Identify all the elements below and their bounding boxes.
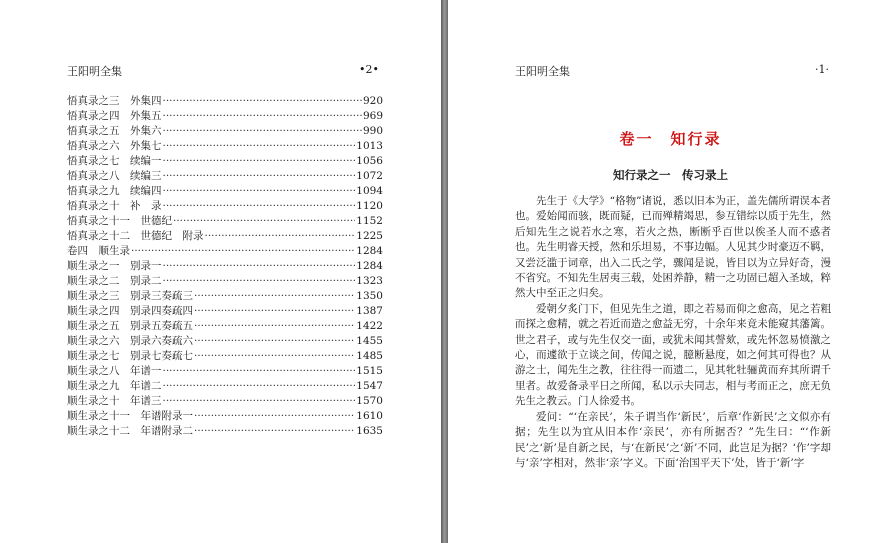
toc-leader-dots [163, 94, 362, 109]
toc-entry-page: 1284 [356, 260, 383, 272]
toc-leader-dots [205, 229, 356, 244]
toc-leader-dots [194, 409, 355, 424]
paragraph: 爱问：“‘在亲民’，朱子谓当作‘新民’，后章‘作新民’之文似亦有据；先生以为宜从旧本作‘亲民’，亦有所据否？”先生曰：“‘作新民’之‘新’是自新之民，与‘在新民’之‘新’不同，此岂足为据？‘作’字却与‘亲’字相对，然非‘亲’字义。下面‘治国平天下’处，皆于‘新’字 [515, 410, 831, 469]
toc-entry [67, 154, 383, 169]
toc-entry-page: 1455 [356, 335, 383, 347]
toc-entry-label: 悟真录之六 外集七 [67, 140, 162, 152]
toc-leader-dots [163, 139, 356, 154]
chapter-title: 卷一 知行录 [619, 130, 722, 148]
toc-entry-label: 悟真录之八 续编三 [67, 170, 162, 182]
toc-leader-dots [194, 304, 355, 319]
toc-entry-label: 顺生录之六 别录六奏疏六 [67, 335, 193, 347]
toc-entry [67, 94, 383, 109]
toc-entry-label: 悟真录之九 续编四 [67, 185, 162, 197]
toc-entry [67, 304, 383, 319]
toc-entry-label: 顺生录之五 别录五奏疏五 [67, 320, 193, 332]
toc-entry [67, 274, 383, 289]
toc-entry-label: 顺生录之三 别录三奏疏三 [67, 290, 193, 302]
toc-leader-dots [173, 214, 355, 229]
toc-entry [67, 289, 383, 304]
toc-entry [67, 214, 383, 229]
toc-entry [67, 199, 383, 214]
toc-entry [67, 229, 383, 244]
toc-entry [67, 394, 383, 409]
toc-entry-page: 1387 [356, 305, 383, 317]
toc-leader-dots [163, 184, 356, 199]
toc-leader-dots [194, 424, 355, 439]
toc-leader-dots [163, 109, 362, 124]
paragraph: 爱朝夕炙门下，但见先生之道，即之若易而仰之愈高，见之若粗而探之愈精，就之若近而造之愈益无穷，十余年来竟未能窥其藩篱。世之君子，或与先生仅交一面，或犹未闻其謦欬，或先怀忽易愤激之心，而遽欲于立谈之间，传闻之说，臆断悬度，如之何其可得也？从游之士，闻先生之教，往往得一而遗二，见其牝牡骊黄而弃其所谓千里者。故爱备录平日之所闻，私以示夫同志，相与考而正之，庶无负先生之教云。门人徐爱书。 [515, 302, 831, 408]
toc-entry-label: 悟真录之三 外集四 [67, 95, 162, 107]
page-number: •2• [359, 63, 379, 76]
toc-entry-label: 顺生录之二 别录二 [67, 275, 162, 287]
toc-entry-page: 1284 [356, 245, 383, 257]
toc-entry [67, 349, 383, 364]
toc-entry-page: 920 [362, 95, 383, 107]
toc-entry [67, 139, 383, 154]
paragraph: 先生于《大学》“格物”诸说，悉以旧本为正，盖先儒所谓误本者也。爱始闻而骇，既而疑，已而殚精竭思，参互错综以质于先生，然后知先生之说若水之寒，若火之热，断断乎百世以俟圣人而不惑者也。先生明睿天授，然和乐坦易，不事边幅。人见其少时豪迈不羁，又尝泛滥于词章，出入二氏之学，骤闻是说，皆目以为立异好奇，漫不省究。不知先生居夷三载，处困养静，精一之功固已超入圣域，粹然大中至正之归矣。 [515, 195, 831, 300]
toc-entry [67, 259, 383, 274]
toc-entry-label: 卷四 顺生录 [67, 245, 130, 257]
right-page [448, 0, 893, 543]
toc-entry-label: 悟真录之十二 世德纪 附录 [67, 230, 204, 242]
toc-entry-label: 悟真录之五 外集六 [67, 125, 162, 137]
toc-entry-page: 1225 [356, 230, 383, 242]
toc-entry-page: 1152 [356, 215, 383, 227]
toc-entry [67, 424, 383, 439]
toc-leader-dots [163, 274, 356, 289]
toc-leader-dots [194, 319, 355, 334]
toc-leader-dots [163, 379, 356, 394]
toc-entry-page: 1056 [356, 155, 383, 167]
table-of-contents [67, 94, 383, 439]
toc-entry-label: 顺生录之一 别录一 [67, 260, 162, 272]
toc-entry [67, 244, 383, 259]
toc-entry [67, 409, 383, 424]
toc-entry-page: 969 [362, 110, 383, 122]
toc-entry-label: 顺生录之四 别录四奏疏四 [67, 305, 193, 317]
toc-entry [67, 184, 383, 199]
toc-entry-label: 顺生录之八 年谱一 [67, 365, 162, 377]
toc-leader-dots [131, 244, 355, 259]
toc-leader-dots [194, 334, 355, 349]
toc-entry [67, 379, 383, 394]
toc-entry-label: 顺生录之九 年谱二 [67, 380, 162, 392]
toc-entry-label: 顺生录之十一 年谱附录一 [67, 410, 193, 422]
toc-leader-dots [163, 394, 356, 409]
page-gutter [441, 0, 448, 543]
toc-entry-label: 悟真录之四 外集五 [67, 110, 162, 122]
toc-entry-page: 1350 [356, 290, 383, 302]
toc-entry-page: 1013 [356, 140, 383, 152]
toc-entry [67, 124, 383, 139]
toc-entry-page: 1547 [356, 380, 383, 392]
toc-entry-page: 1094 [356, 185, 383, 197]
toc-entry-page: 1610 [356, 410, 383, 422]
toc-entry-page: 1635 [356, 425, 383, 437]
toc-entry-page: 1120 [356, 200, 383, 212]
toc-entry [67, 109, 383, 124]
toc-leader-dots [163, 199, 356, 214]
toc-entry-page: 1570 [356, 395, 383, 407]
toc-entry-page: 990 [362, 125, 383, 137]
toc-entry-page: 1422 [356, 320, 383, 332]
running-header-title: 王阳明全集 [515, 65, 570, 78]
toc-entry [67, 334, 383, 349]
toc-entry-label: 悟真录之十 补 录 [67, 200, 162, 212]
toc-leader-dots [163, 259, 356, 274]
toc-leader-dots [163, 169, 356, 184]
toc-entry [67, 364, 383, 379]
toc-entry-page: 1072 [356, 170, 383, 182]
toc-entry-label: 顺生录之十二 年谱附录二 [67, 425, 193, 437]
toc-leader-dots [194, 349, 355, 364]
toc-entry [67, 169, 383, 184]
toc-entry-label: 悟真录之十一 世德纪 [67, 215, 172, 227]
page-number: ·1· [815, 63, 829, 76]
left-page [0, 0, 441, 543]
toc-entry-label: 悟真录之七 续编一 [67, 155, 162, 167]
toc-entry-label: 顺生录之十 年谱三 [67, 395, 162, 407]
toc-leader-dots [163, 124, 362, 139]
toc-entry [67, 319, 383, 334]
toc-entry-page: 1515 [356, 365, 383, 377]
toc-entry-page: 1485 [356, 350, 383, 362]
body-text [515, 194, 831, 471]
running-header-title: 王阳明全集 [67, 65, 122, 78]
toc-entry-page: 1323 [356, 275, 383, 287]
toc-entry-label: 顺生录之七 别录七奏疏七 [67, 350, 193, 362]
section-title: 知行录之一 传习录上 [613, 168, 728, 182]
toc-leader-dots [194, 289, 355, 304]
toc-leader-dots [163, 154, 356, 169]
toc-leader-dots [163, 364, 356, 379]
